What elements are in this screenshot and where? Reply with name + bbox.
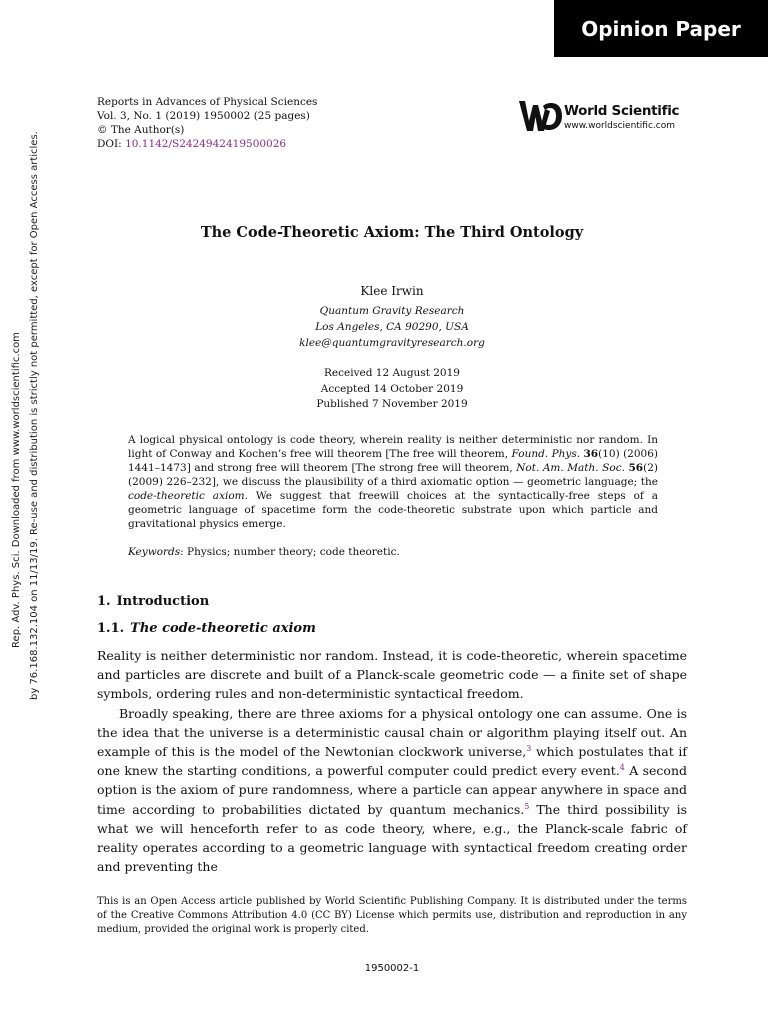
- publisher-logo[interactable]: [518, 99, 688, 135]
- author-name: Klee Irwin: [360, 284, 424, 298]
- abstract-part1: A logical physical ontology is code theory, wherein reality is neither deterministic nor random. In light of Conway and Kochen’s free will theorem [The free will theorem,: [128, 434, 658, 460]
- journal-name: Reports in Advances of Physical Sciences: [97, 96, 318, 108]
- body-para2-part-a: Broadly speaking, there are three axioms for a physical ontology one can assume. One is the idea that the universe is a deterministic causal chain or algorithm playing itself out. An example of this is the model of the Newtonian clockwork universe,: [97, 705, 687, 760]
- body-paragraph-2: [97, 704, 687, 877]
- journal-info: [97, 95, 317, 151]
- author-email[interactable]: klee@quantumgravityresearch.org: [299, 337, 485, 349]
- keywords-label: Keywords: [128, 546, 181, 558]
- subsection-heading: [97, 621, 316, 636]
- publication-dates: [0, 366, 768, 413]
- opinion-paper-badge: Opinion Paper: [554, 0, 768, 57]
- keywords: [128, 546, 658, 558]
- publisher-name: World Scientific: [564, 103, 680, 119]
- abstract-journal2: Not. Am. Math. Soc.: [516, 462, 625, 474]
- body-para2-part-d: The third possibility is what we will henceforth refer to as code theory, where, e.g., the Planck-scale fabric of reality operates according to a geometric language with syntactical freedom creating order and preventing the: [97, 801, 687, 875]
- abstract-part3: (2) (2009) 226–232], we discuss the plausibility of a third axiomatic option — geometric language; the: [128, 462, 658, 488]
- journal-volume: Vol. 3, No. 1 (2019) 1950002 (25 pages): [97, 110, 310, 122]
- abstract-part2: (10) (2006) 1441–1473] and strong free will theorem [The strong free will theorem,: [128, 448, 658, 474]
- date-published: Published 7 November 2019: [316, 398, 468, 410]
- reference-4[interactable]: 4: [619, 763, 625, 773]
- author-affiliation: [0, 303, 768, 351]
- abstract-volume2: 56: [628, 462, 644, 474]
- journal-copyright: © The Author(s): [97, 124, 185, 136]
- section-title: Introduction: [116, 594, 210, 609]
- body-paragraph-1: Reality is neither deterministic nor random. Instead, it is code-theoretic, wherein spacetime and particles are discrete and built of a Planck-scale geometric code — a finite set of shape symbols, ordering rules and non-deterministic syntactical freedom.: [97, 648, 687, 702]
- abstract-journal1: Found. Phys.: [511, 448, 581, 460]
- body-text: [97, 646, 687, 876]
- doi-link[interactable]: 10.1142/S2424942419500026: [125, 138, 287, 150]
- abstract-volume1: 36: [583, 448, 599, 460]
- body-para2-part-c: A second option is the axiom of pure randomness, where a particle can appear anywhere in space and time according to probabilities dictated by quantum mechanics.: [97, 763, 687, 817]
- reference-5[interactable]: 5: [524, 801, 530, 811]
- body-para2-part-b: which postulates that if one knew the starting conditions, a powerful computer could predict every event.: [97, 744, 687, 779]
- download-notice-line2: by 76.168.132.104 on 11/13/19. Re-use and distribution is strictly not permitted, except for Open Access articles.: [29, 131, 40, 700]
- subsection-number: 1.1.: [97, 621, 125, 636]
- date-accepted: Accepted 14 October 2019: [320, 382, 464, 395]
- abstract: [128, 433, 658, 531]
- download-notice-line1: Rep. Adv. Phys. Sci. Downloaded from www.worldscientific.com: [11, 332, 22, 648]
- date-received: Received 12 August 2019: [324, 367, 460, 379]
- subsection-title: The code-theoretic axiom: [130, 621, 316, 636]
- abstract-part4: . We suggest that freewill choices at the syntactically-free steps of a geometric language of spacetime form the code-theoretic substrate upon which particle and gravitational physics emerge.: [128, 490, 658, 530]
- publisher-url[interactable]: www.worldscientific.com: [564, 121, 676, 131]
- open-access-footnote: This is an Open Access article published by World Scientific Publishing Company. It is distributed under the terms of the Creative Commons Attribution 4.0 (CC BY) License which permits use, distribution and reproduction in any medium, provided the original work is properly cited.: [97, 896, 687, 935]
- section-heading: [97, 594, 215, 609]
- reference-3[interactable]: 3: [526, 743, 532, 753]
- section-number: 1.: [97, 594, 111, 609]
- journal-doi: [97, 137, 317, 151]
- keywords-text: : Physics; number theory; code theoretic.: [180, 546, 400, 558]
- page-number: 1950002-1: [364, 963, 420, 974]
- author-location: Los Angeles, CA 90290, USA: [315, 321, 469, 333]
- doi-label: DOI:: [97, 138, 122, 150]
- author-institution: Quantum Gravity Research: [319, 305, 465, 317]
- world-scientific-logo-icon: [518, 99, 562, 133]
- abstract-term: code-theoretic axiom: [128, 490, 245, 502]
- paper-title: The Code-Theoretic Axiom: The Third Ontology: [200, 224, 584, 241]
